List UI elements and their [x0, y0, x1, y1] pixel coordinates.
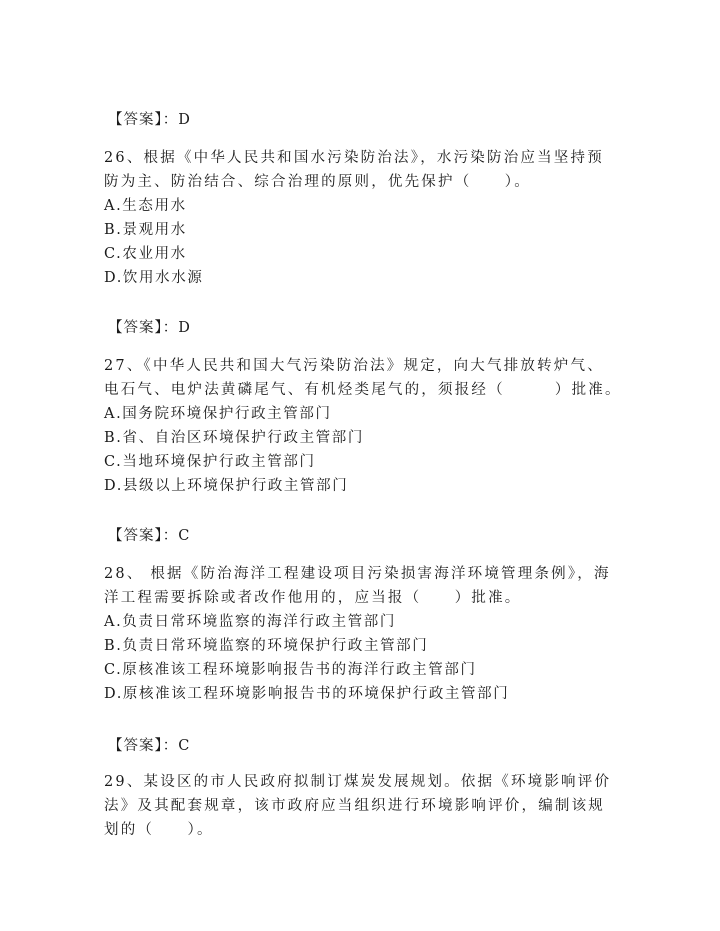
question-26-line-2: 防为主、防治结合、综合治理的原则，优先保护（ ）。 [104, 174, 531, 190]
question-27-line-1: 27、《中华人民共和国大气污染防治法》规定，向大气排放转炉气、 [104, 358, 604, 374]
question-26-option-a: A.生态用水 [104, 198, 187, 214]
question-27-line-2: 电石气、电炉法黄磷尾气、有机烃类尾气的，须报经（ ）批准。 [104, 382, 622, 398]
question-28-option-b: B.负责日常环境监察的环境保护行政主管部门 [104, 638, 429, 654]
question-28-option-c: C.原核准该工程环境影响报告书的海洋行政主管部门 [104, 662, 477, 678]
question-27-option-b: B.省、自治区环境保护行政主管部门 [104, 430, 364, 446]
question-27-option-d: D.县级以上环境保护行政主管部门 [104, 478, 349, 494]
question-26-option-d: D.饮用水水源 [104, 270, 204, 286]
question-29-line-3: 划的（ ）。 [104, 822, 214, 838]
question-26-option-c: C.农业用水 [104, 246, 187, 262]
question-26-line-1: 26、根据《中华人民共和国水污染防治法》，水污染防治应当坚持预 [104, 150, 604, 166]
question-26-option-b: B.景观用水 [104, 222, 187, 238]
question-28-line-1: 28、 根据《防治海洋工程建设项目污染损害海洋环境管理条例》，海 [104, 566, 611, 582]
question-27-option-a: A.国务院环境保护行政主管部门 [104, 406, 332, 422]
question-27-option-c: C.当地环境保护行政主管部门 [104, 454, 316, 470]
question-28-line-2: 洋工程需要拆除或者改作他用的，应当报（ ）批准。 [104, 590, 522, 606]
question-28-option-a: A.负责日常环境监察的海洋行政主管部门 [104, 614, 396, 630]
question-26-answer: 【答案】：D [108, 320, 191, 336]
question-27-answer: 【答案】：C [108, 528, 191, 544]
question-29-line-1: 29、某设区的市人民政府拟制订煤炭发展规划。依据《环境影响评价 [104, 774, 612, 790]
question-29-line-2: 法》及其配套规章，该市政府应当组织进行环境影响评价，编制该规 [104, 798, 605, 814]
question-28-answer: 【答案】：C [108, 738, 191, 754]
answer-line: 【答案】：D [108, 112, 191, 128]
question-28-option-d: D.原核准该工程环境影响报告书的环境保护行政主管部门 [104, 686, 510, 702]
